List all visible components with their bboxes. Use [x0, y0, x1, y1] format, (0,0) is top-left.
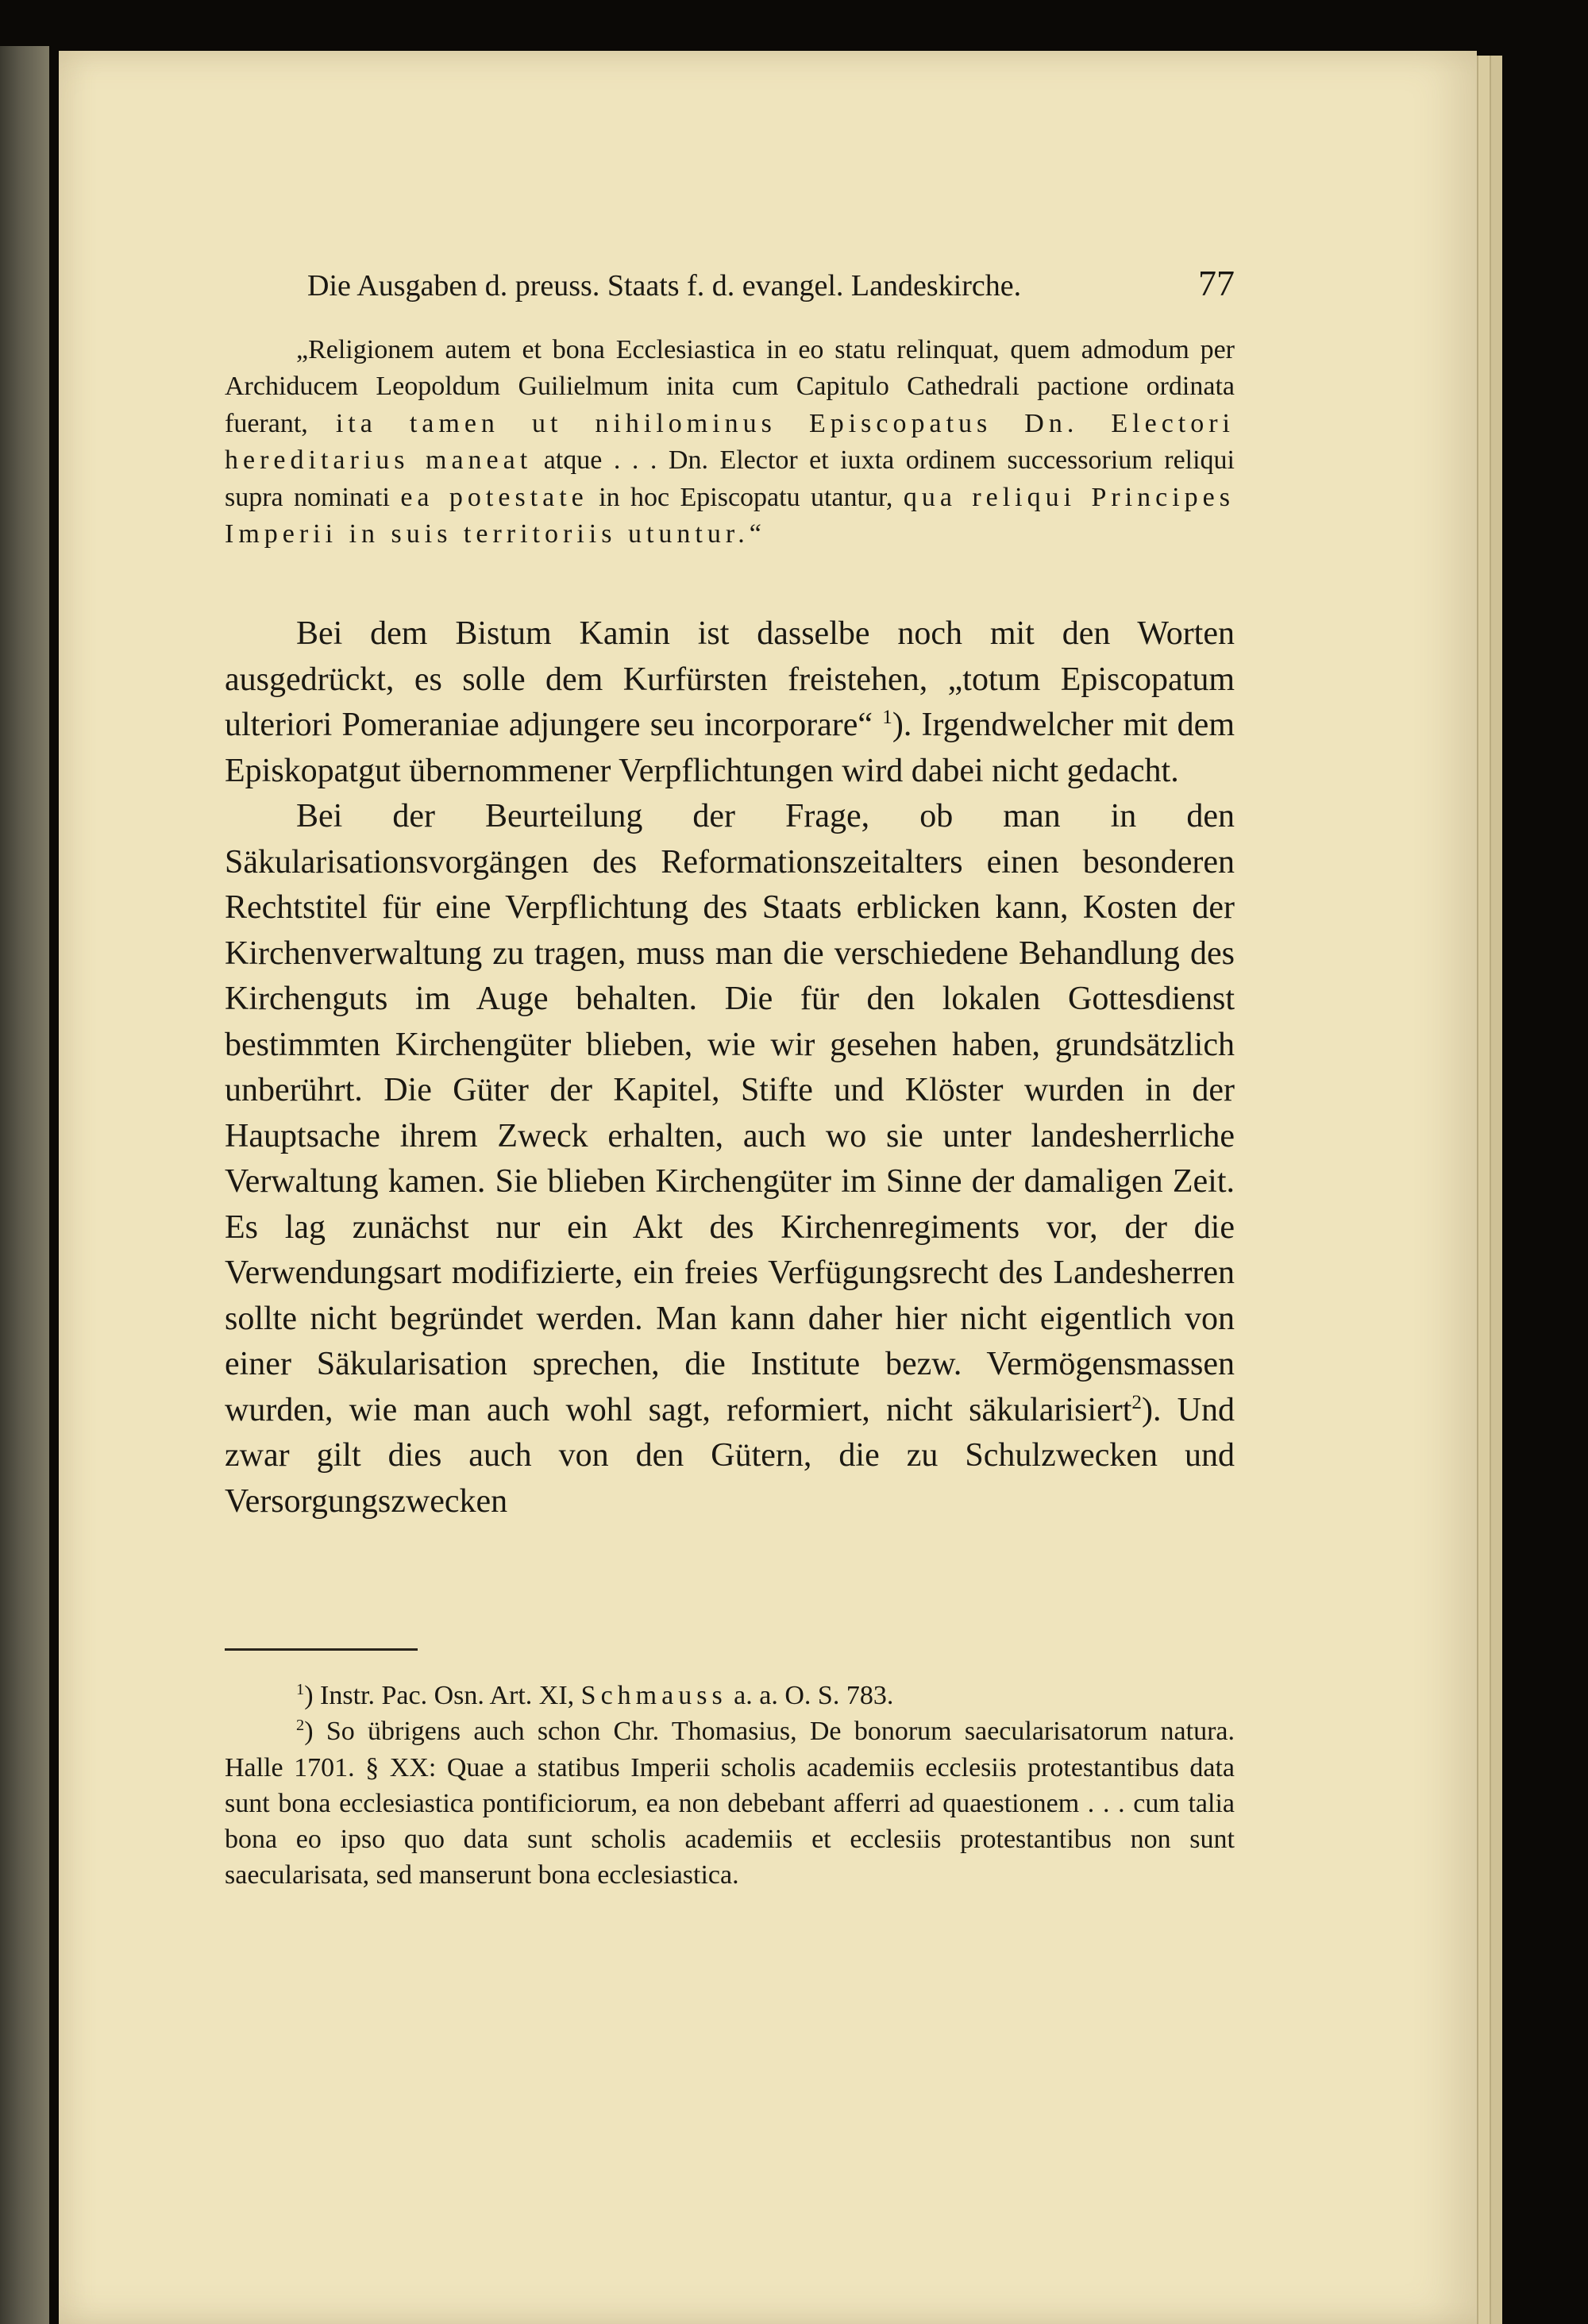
- quote-emphasis: ea potestate: [400, 482, 588, 512]
- footnote-2: [225, 1713, 1235, 1893]
- quote-text: „Religionem autem et bona Ecclesiastica in eo statu relinquat, quem admodum per Archiducem Leopoldum Guilielmum inita cum Capitulo Cathedrali pactione ordinata fuerant,: [225, 335, 1235, 438]
- footnote-separator: [225, 1648, 418, 1651]
- footnotes: [225, 1678, 1235, 1894]
- quotation-paragraph: [225, 332, 1235, 553]
- footnote-1: [225, 1678, 1235, 1713]
- quote-text: atque . . . Dn. Elector et iuxta ordinem successorium reliqui supra nominati: [225, 445, 1235, 512]
- footnote-text: ) Instr. Pac. Osn. Art. XI,: [304, 1681, 581, 1710]
- latin-quotation: [225, 332, 1235, 553]
- paragraph-1: [225, 611, 1235, 794]
- running-header: [307, 262, 1235, 304]
- paragraph-text: Bei der Beurteilung der Frage, ob man in den Säkularisationsvorgängen des Reformationszeitalters einen besonderen Rechtstitel für eine Verpflichtung des Staats erblicken kann, Kosten der Kirchenverwaltung zu tragen, muss man die verschiedene Behandlung des Kirchenguts im Auge behalten. Die für den lokalen Gottesdienst bestimmten Kirchengüter blieben, wie wir gesehen haben, grundsätzlich unberührt. Die Güter der Kapitel, Stifte und Klöster wurden in der Hauptsache ihrem Zweck erhalten, auch wo sie unter landesherrliche Verwaltung kamen. Sie blieben Kirchengüter im Sinne der damaligen Zeit. Es lag zunächst nur ein Akt des Kirchenregiments vor, der die Verwendungsart modifizierte, ein freies Verfügungsrecht des Landesherren sollte nicht begründet werden. Man kann daher hier nicht eigentlich von einer Säkularisation sprechen, die Institute bezw. Vermögensmassen wurden, wie man auch wohl sagt, reformiert, nicht säkularisiert: [225, 798, 1235, 1428]
- paragraph-text: Bei dem Bistum Kamin ist dasselbe noch mit den Worten ausgedrückt, es solle dem Kurfürsten freistehen, „totum Episcopatum ulteriori Pomeraniae adjungere seu incorporare“: [225, 615, 1235, 743]
- quote-emphasis: ita tamen ut nihilominus Episcopatus Dn. Electori hereditarius maneat: [225, 408, 1235, 476]
- quote-text: in hoc Episcopatu utantur,: [588, 482, 904, 512]
- footnote-mark: 1: [296, 1680, 305, 1698]
- page-number: 77: [1198, 263, 1235, 303]
- paragraph-text: ). Irgendwelcher mit dem Episkopatgut übernommener Verpflichtungen wird dabei nicht gedacht.: [225, 707, 1235, 789]
- footnote-author: Schmauss: [580, 1681, 727, 1710]
- previous-page-edge: [0, 46, 49, 2324]
- page-edge-strip: [1490, 56, 1502, 2324]
- footnote-text: ) So übrigens auch schon Chr. Thomasius, De bonorum saecularisatorum natura. Halle 1701. § XX: Quae a statibus Imperii scholis academiis ecclesiis protestantibus data sunt bona ecclesiastica pontificiorum, ea non debebant afferri ad quaestionem . . . cum talia bona eo ipso quo data sunt scholis academiis et ecclesiis protestantibus non sunt saecularisata, sed manserunt bona ecclesiastica.: [225, 1717, 1235, 1890]
- quote-emphasis: qua reliqui Principes Imperii in suis territoriis utuntur.“: [225, 482, 1235, 549]
- paragraph-2: [225, 794, 1235, 1524]
- footnote-mark: 2: [296, 1717, 305, 1735]
- body-text: [225, 611, 1235, 1524]
- footnote-text: a. a. O. S. 783.: [727, 1681, 894, 1710]
- running-title: Die Ausgaben d. preuss. Staats f. d. evangel. Landeskirche.: [307, 269, 1022, 303]
- page-edge-strip: [1477, 56, 1490, 2324]
- paragraph-text: ). Und zwar gilt dies auch von den Gütern, die zu Schulzwecken und Versorgungszwecken: [225, 1391, 1235, 1520]
- footnote-ref-1: 1: [882, 706, 892, 728]
- footnote-ref-2: 2: [1131, 1391, 1142, 1413]
